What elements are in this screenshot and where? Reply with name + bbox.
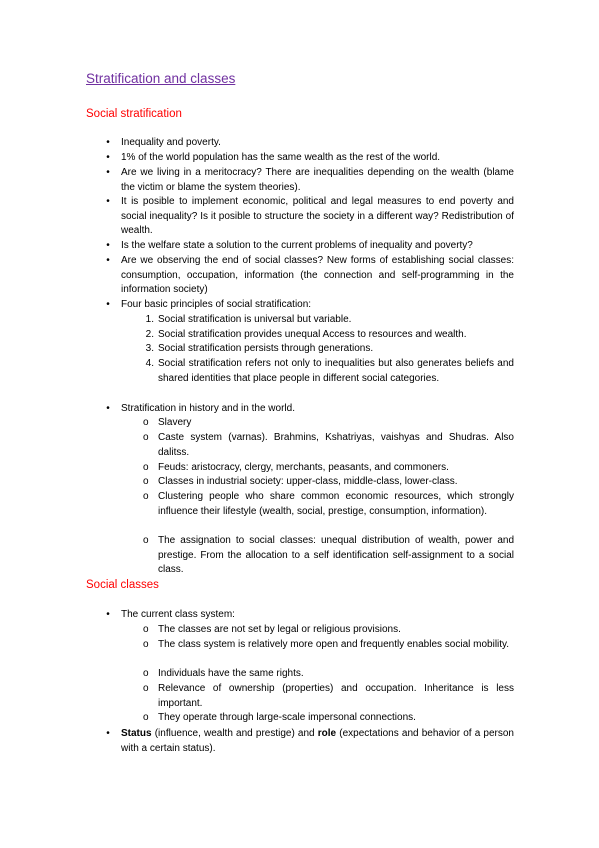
sub-list-item: Classes in industrial society: upper-class, middle-class, lower-class.	[158, 476, 458, 487]
sub-list-item: The assignation to social classes: unequal distribution of wealth, power and prestige. From the allocation to a self identification self-assignment to a social class.	[158, 535, 514, 576]
list-item: Four basic principles of social stratification:	[121, 299, 312, 310]
sub-list-item: Caste system (varnas). Brahmins, Kshatriyas, vaishyas and Shudras. Also dalitss.	[158, 432, 514, 458]
bullet-icon: •	[106, 137, 110, 148]
bullet-icon: •	[106, 196, 110, 207]
list-number: 4.	[145, 358, 154, 369]
list-item: The current class system:	[121, 609, 235, 620]
list-number: 2.	[145, 329, 154, 340]
list-item: It is posible to implement economic, political and legal measures to end poverty and social inequality? Is it posible to structure the society in a different way? Redistribution of wealth.	[121, 196, 514, 237]
status-term: Status	[121, 728, 152, 739]
bullet-icon: •	[106, 152, 110, 163]
sub-bullet-icon: o	[143, 417, 149, 428]
sub-bullet-icon: o	[143, 639, 149, 650]
sub-list-item: Relevance of ownership (properties) and occupation. Inheritance is less important.	[158, 683, 514, 709]
sub-list-item: Feuds: aristocracy, clergy, merchants, peasants, and commoners.	[158, 462, 449, 473]
list-item: Inequality and poverty.	[121, 137, 221, 148]
list-item: Are we observing the end of social classes? New forms of establishing social classes: consumption, occupation, information (the connection and self-programming in the information society)	[121, 255, 514, 296]
sub-list-item: They operate through large-scale impersonal connections.	[158, 712, 416, 723]
sub-list-item: The class system is relatively more open and frequently enables social mobility.	[158, 639, 510, 650]
status-description: (influence, wealth and prestige) and	[151, 728, 318, 739]
page-title: Stratification and classes	[86, 71, 236, 86]
sub-bullet-icon: o	[143, 535, 149, 546]
sub-list-item: Slavery	[158, 417, 192, 428]
sub-bullet-icon: o	[143, 491, 149, 502]
list-number: 1.	[145, 314, 154, 325]
bullet-icon: •	[106, 240, 110, 251]
bullet-icon: •	[106, 299, 110, 310]
list-item: Are we living in a meritocracy? There are inequalities depending on the wealth (blame the victim or blame the system theories).	[121, 167, 514, 193]
sub-list-item: Individuals have the same rights.	[158, 668, 304, 679]
numbered-item: Social stratification persists through generations.	[158, 343, 374, 354]
sub-bullet-icon: o	[143, 432, 149, 443]
numbered-item: Social stratification provides unequal Access to resources and wealth.	[158, 329, 467, 340]
bullet-icon: •	[106, 609, 110, 620]
numbered-item: Social stratification refers not only to inequalities but also generates beliefs and shared identities that place people in different social categories.	[158, 358, 514, 384]
bullet-icon: •	[106, 167, 110, 178]
numbered-item: Social stratification is universal but variable.	[158, 314, 352, 325]
role-description: (expectations and behavior of a person with a certain status).	[121, 728, 514, 754]
sub-bullet-icon: o	[143, 712, 149, 723]
sub-list-item: The classes are not set by legal or religious provisions.	[158, 624, 401, 635]
list-item: 1% of the world population has the same wealth as the rest of the world.	[121, 152, 441, 163]
list-item-status-role	[121, 727, 514, 756]
role-term: role	[317, 728, 337, 739]
sub-bullet-icon: o	[143, 624, 149, 635]
sub-bullet-icon: o	[143, 476, 149, 487]
bullet-icon: •	[106, 255, 110, 266]
bullet-icon: •	[106, 728, 110, 739]
bullet-icon: •	[106, 403, 110, 414]
sub-bullet-icon: o	[143, 683, 149, 694]
sub-bullet-icon: o	[143, 462, 149, 473]
list-item: Stratification in history and in the world.	[121, 403, 295, 414]
sub-bullet-icon: o	[143, 668, 149, 679]
sub-list-item: Clustering people who share common economic resources, which strongly influence their lifestyle (wealth, social, prestige, consumption, information).	[158, 491, 514, 517]
section-heading-social-classes: Social classes	[86, 579, 159, 591]
list-number: 3.	[145, 343, 154, 354]
section-heading-social-stratification: Social stratification	[86, 108, 182, 120]
list-item: Is the welfare state a solution to the current problems of inequality and poverty?	[121, 240, 473, 251]
